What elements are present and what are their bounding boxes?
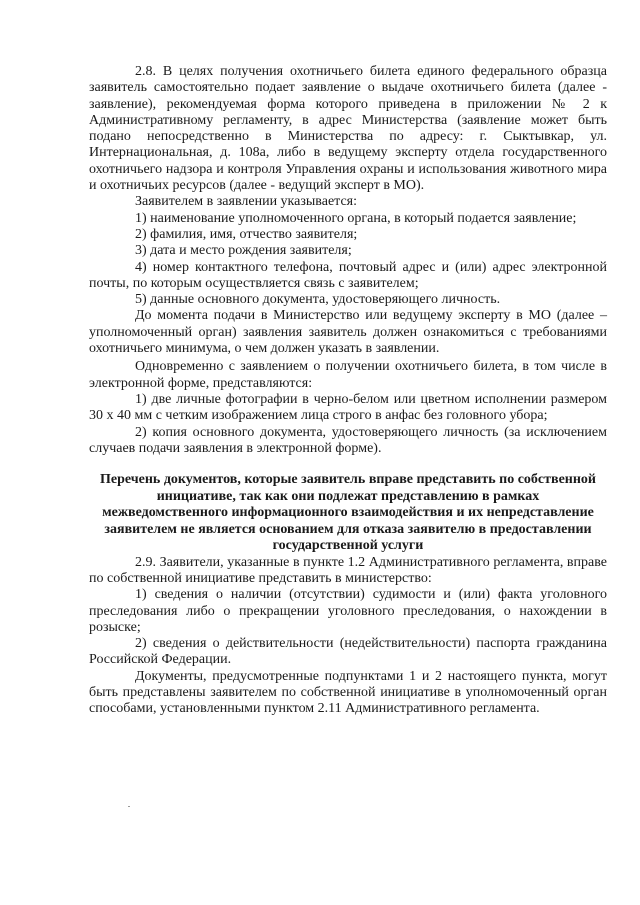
paragraph-2-9: 2.9. Заявители, указанные в пункте 1.2 Административного регламента, вправе по собственной инициативе представить в министерство: bbox=[89, 554, 607, 586]
list-item: 1) наименование уполномоченного органа, в который подается заявление; bbox=[135, 210, 577, 226]
list-item: 1) сведения о наличии (отсутствии) судимости и (или) факта уголовного преследования либо о прекращении уголовного преследования, о нахождении в розыске; bbox=[89, 587, 607, 635]
section-heading: Перечень документов, которые заявитель вправе представить по собственной инициативе, так как они подлежат представлению в рамках межведомственного информационного взаимодействия и их непредставление заявителем не является основанием для отказа заявителю в предоставлении государственной услуги bbox=[100, 472, 596, 554]
applicant-indicates-lead: Заявителем в заявлении указывается: bbox=[135, 194, 357, 210]
document-page bbox=[89, 64, 607, 718]
list-item: 5) данные основного документа, удостоверяющего личность. bbox=[135, 292, 501, 308]
list-item: 2) сведения о действительности (недействительности) паспорта гражданина Российской Федерации. bbox=[89, 636, 607, 668]
list-item: 3) дата и место рождения заявителя; bbox=[135, 243, 352, 259]
list-item: 2) фамилия, имя, отчество заявителя; bbox=[135, 226, 358, 242]
list-item: 1) две личные фотографии в черно-белом или цветном исполнении размером 30 х 40 мм с четким изображением лица строго в анфас без головного убора; bbox=[89, 391, 607, 424]
scan-artifact bbox=[128, 806, 130, 807]
electronic-form-lead: Одновременно с заявлением о получении охотничьего билета, в том числе в электронной форме, представляются: bbox=[89, 359, 607, 391]
hunting-minimum-requirement: До момента подачи в Министерство или ведущему эксперту в МО (далее – уполномоченный орган) заявления заявитель должен ознакомиться с требованиями охотничьего минимума, о чем должен указать в заявлении. bbox=[89, 308, 607, 357]
paragraph-2-8: 2.8. В целях получения охотничьего билета единого федерального образца заявитель самостоятельно подает заявление о выдаче охотничьего билета (далее - заявление), рекомендуемая форма которого приведена в приложении № 2 к Административному регламенту, в адрес Министерства (заявление может быть подано непосредственно в Министерства по адресу: г. Сыктывкар, ул. Интернациональная, д. 108а, либо в ведущему эксперту отдела государственного охотничьего надзора и контроля Управления охраны и использования животного мира и охотничьих ресурсов (далее - ведущий эксперт в МО). bbox=[89, 64, 607, 194]
closing-paragraph: Документы, предусмотренные подпунктами 1 и 2 настоящего пункта, могут быть представлены заявителем по собственной инициативе в уполномоченный орган способами, установленными пунктом 2.11 Административного регламента. bbox=[89, 668, 607, 717]
list-item: 2) копия основного документа, удостоверяющего личность (за исключением случаев подачи заявления в электронной форме). bbox=[89, 424, 607, 456]
list-item: 4) номер контактного телефона, почтовый адрес и (или) адрес электронной почты, по которым осуществляется связь с заявителем; bbox=[89, 259, 607, 291]
